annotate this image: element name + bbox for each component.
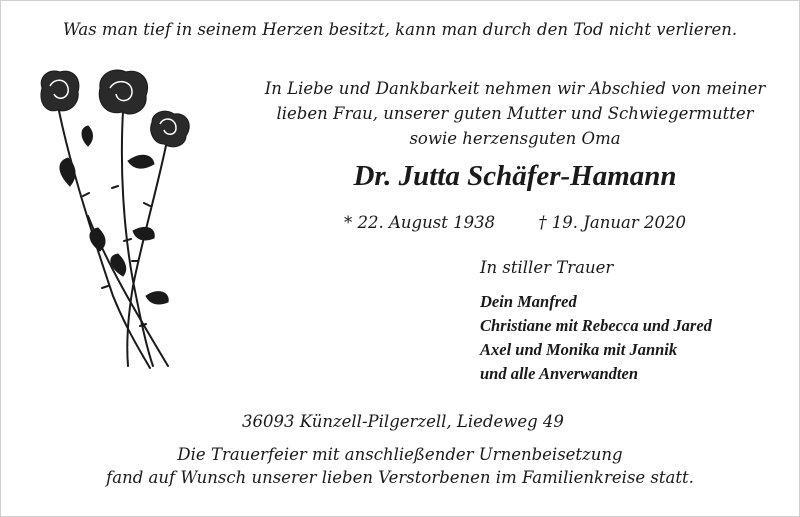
birth-date: * 22. August 1938 (344, 213, 496, 232)
funeral-note (0, 443, 800, 489)
roses-icon (28, 66, 193, 376)
motto-quote: Was man tief in seinem Herzen besitzt, kann man durch den Tod nicht verlieren. (62, 20, 738, 39)
intro-line: sowie herzensguten Oma (409, 129, 621, 148)
mourning-label: In stiller Trauer (480, 258, 614, 277)
funeral-note-line: Die Trauerfeier mit anschließender Urnenbeisetzung (177, 445, 623, 464)
signers-list (480, 290, 712, 386)
signer: Christiane mit Rebecca und Jared (480, 316, 712, 335)
intro-line: lieben Frau, unserer guten Mutter und Schwiegermutter (276, 104, 754, 123)
intro-line: In Liebe und Dankbarkeit nehmen wir Abschied von meiner (264, 79, 766, 98)
death-date: † 19. Januar 2020 (538, 213, 686, 232)
deceased-name: Dr. Jutta Schäfer-Hamann (353, 160, 677, 192)
signer: Dein Manfred (480, 292, 577, 311)
funeral-note-line: fand auf Wunsch unserer lieben Verstorbenen im Familienkreise statt. (106, 468, 694, 487)
address: 36093 Künzell-Pilgerzell, Liedeweg 49 (242, 412, 564, 431)
signer: und alle Anverwandten (480, 364, 638, 383)
intro-text (240, 76, 790, 151)
life-dates (240, 213, 790, 232)
signer: Axel und Monika mit Jannik (480, 340, 678, 359)
